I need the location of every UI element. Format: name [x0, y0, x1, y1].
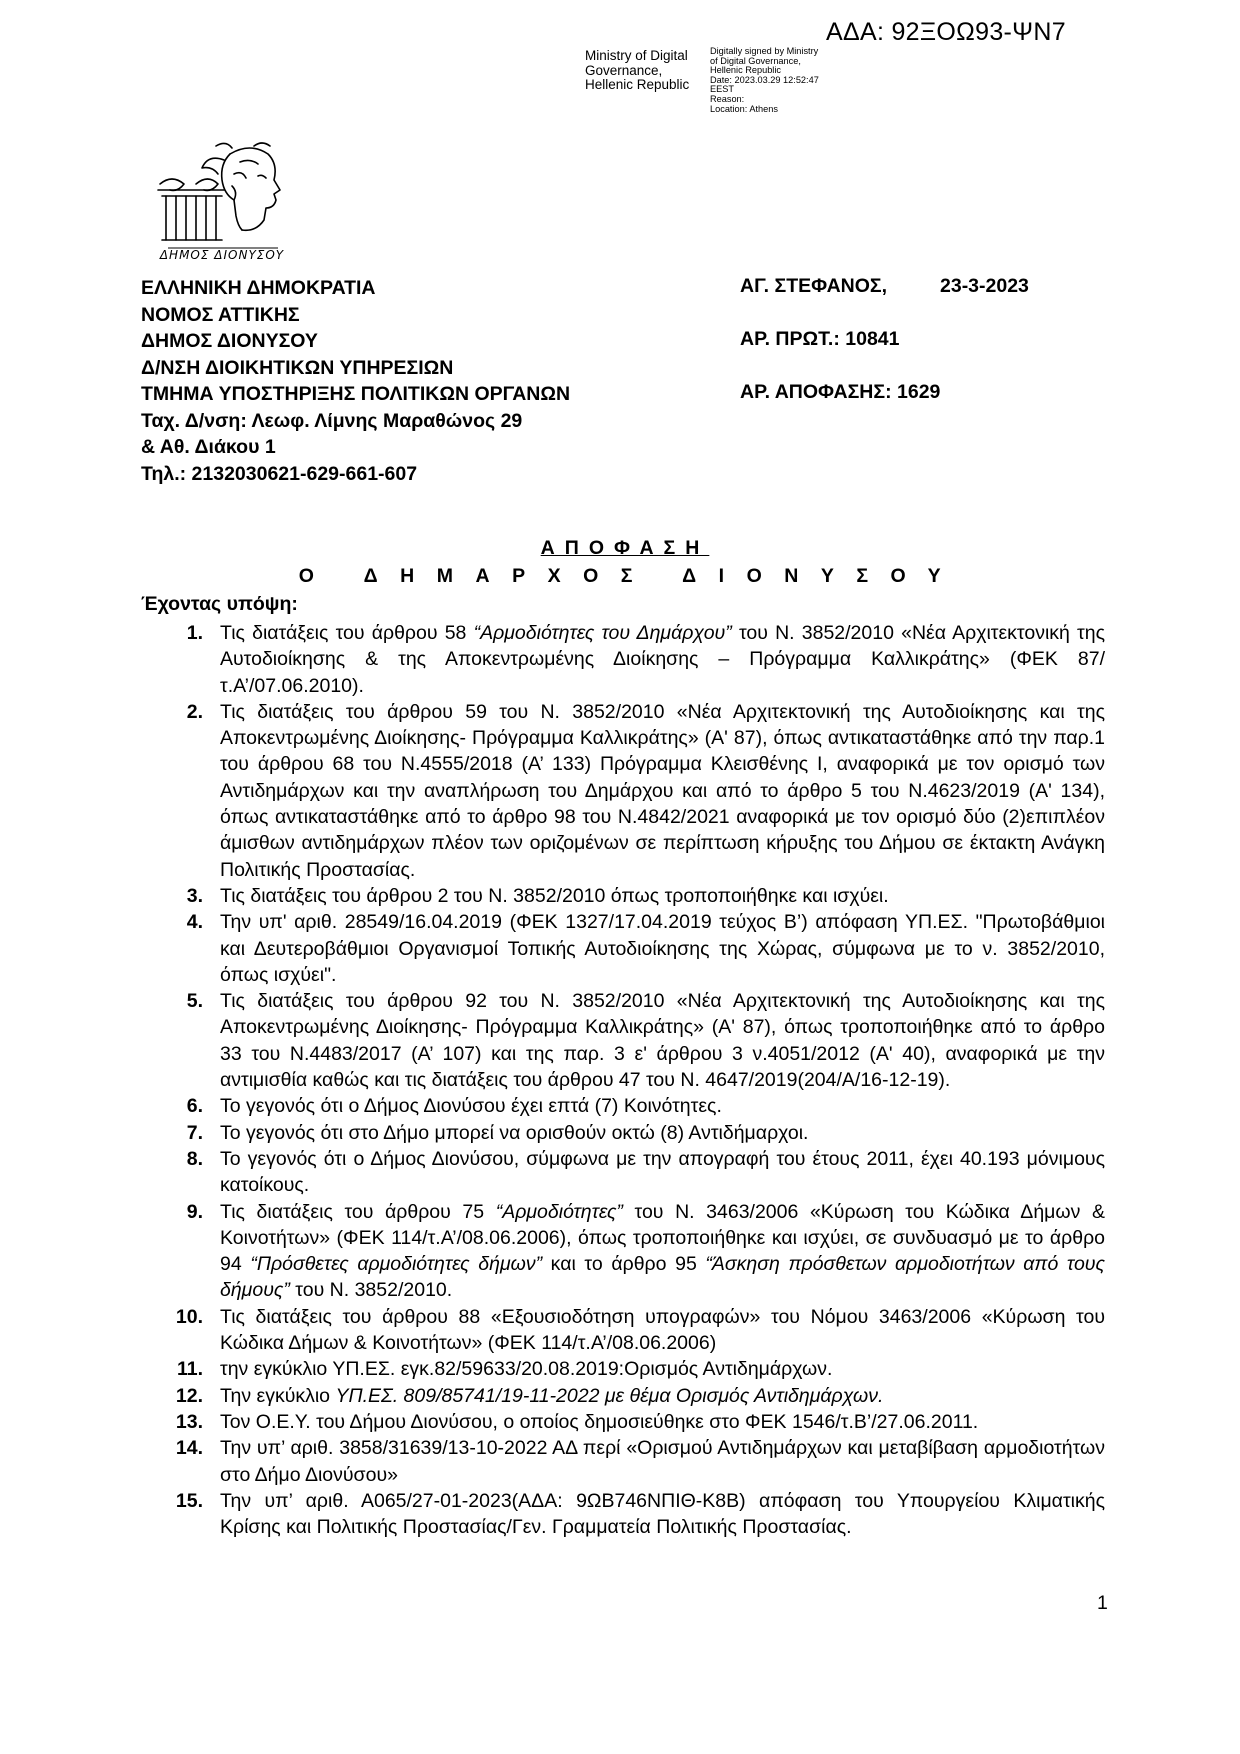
document-date: 23-3-2023	[940, 275, 1029, 297]
text-run: Την υπ' αριθ. 28549/16.04.2019 (ΦΕΚ 1327/17.04.2019 τεύχος Β’) απόφαση ΥΠ.ΕΣ. "Πρωτοβάθμιοι και Δευτεροβάθμιοι Οργανισμοί Τοπικής Αυτοδιοίκησης της Χώρας, σύμφωνα με το ν. 3852/2010, όπως ισχύει".	[220, 911, 1105, 986]
list-item-number: 2.	[186, 700, 203, 723]
list-item	[175, 1383, 1105, 1409]
list-item	[175, 1435, 1105, 1488]
text-run: Το γεγονός ότι στο Δήμο μπορεί να ορισθούν οκτώ (8) Αντιδήμαρχοι.	[220, 1121, 809, 1144]
list-item-number: 5.	[186, 990, 203, 1013]
text-run: Τις διατάξεις του άρθρου 58	[220, 622, 474, 644]
text-run: του Ν. 3463/2006 «Κύρωση του Κώδικα Δήμων & Κοινοτήτων» (ΦΕΚ 114/τ.Α’/08.06.2006), όπως τροποποιήθηκε και ισχύει, σε συνδυασμό με το άρθρο 94	[220, 1200, 1105, 1276]
issuer-line: ΤΜΗΜΑ ΥΠΟΣΤΗΡΙΞΗΣ ΠΟΛΙΤΙΚΩΝ ΟΡΓΑΝΩΝ	[141, 383, 571, 405]
ada-code: ΑΔΑ: 92ΞΟΩ93-ΨΝ7	[826, 18, 1066, 46]
issuer-line: Ταχ. Δ/νση: Λεωφ. Λίμνης Μαραθώνος 29	[141, 409, 523, 432]
document-subtitle	[0, 565, 1240, 588]
text-run: Την υπ’ αριθ. 3858/31639/13-10-2022 ΑΔ περί «Ορισμού Αντιδημάρχων και μεταβίβαση αρμοδιοτήτων στο Δήμο Διονύσου»	[220, 1437, 1105, 1486]
place-label: ΑΓ. ΣΤΕΦΑΝΟΣ,	[740, 275, 888, 297]
issuer-line: Τηλ.: 2132030621-629-661-607	[141, 462, 418, 485]
signature-detail-line: Digitally signed by Ministry	[710, 46, 819, 56]
list-item-text	[220, 883, 1105, 909]
list-item-number: 13.	[175, 1410, 203, 1433]
municipality-logo	[138, 140, 306, 265]
text-run: Το γεγονός ότι ο Δήμος Διονύσου, σύμφωνα με την απογραφή του έτους 2011, έχει 40.193 μόνιμους κατοίκους.	[220, 1147, 1105, 1197]
list-item-text	[220, 620, 1105, 699]
list-item	[175, 988, 1105, 1093]
text-run: την εγκύκλιο ΥΠ.ΕΣ. εγκ.82/59633/20.08.2019:Ορισμός Αντιδημάρχων.	[220, 1358, 833, 1381]
text-run: του Ν. 3852/2010 «Νέα Αρχιτεκτονική της Αυτοδιοίκησης & της Αποκεντρωμένης Διοίκησης – Πρόγραμμα Καλλικράτης» (ΦΕΚ 87/τ.Α’/07.06.2010).	[220, 622, 1105, 697]
list-item-number: 10.	[175, 1305, 203, 1328]
list-item-text	[220, 1093, 1105, 1119]
list-item-text	[220, 1356, 1105, 1382]
signature-detail-line: of Digital Governance,	[710, 55, 801, 66]
signature-detail-line: EEST	[710, 84, 734, 95]
list-item-text	[220, 1199, 1105, 1304]
list-item	[175, 1120, 1105, 1146]
text-run: Τις διατάξεις του άρθρου 2 του Ν. 3852/2010 όπως τροποποιήθηκε και ισχύει.	[220, 884, 889, 907]
list-item-text	[220, 1383, 1105, 1409]
list-item-number: 3.	[186, 884, 203, 907]
place-row	[740, 275, 1029, 298]
logo-caption: ΔΗΜΟΣ ΔΙΟΝΥΣΟΥ	[159, 248, 285, 262]
text-run: Τις διατάξεις του άρθρου 75	[220, 1200, 496, 1223]
list-item-number: 8.	[186, 1147, 203, 1170]
list-item-text	[220, 699, 1105, 883]
issuer-line: ΝΟΜΟΣ ΑΤΤΙΚΗΣ	[141, 303, 300, 326]
list-item-number: 14.	[175, 1437, 203, 1460]
document-subtitle-text: Ο ΔΗΜΑΡΧΟΣ ΔΙΟΝΥΣΟΥ	[298, 565, 964, 587]
list-item-number: 15.	[175, 1489, 203, 1512]
text-run: Την υπ’ αριθ. Α065/27-01-2023(ΑΔΑ: 9ΩΒ746ΝΠΙΘ-Κ8Β) απόφαση του Υπουργείου Κλιματικής Κρίσης και Πολιτικής Προστασίας/Γεν. Γραμματεία Πολιτικής Προστασίας.	[220, 1489, 1105, 1539]
text-run: Τις διατάξεις του άρθρου 88 «Εξουσιοδότηση υπογραφών» του Νόμου 3463/2006 «Κύρωση του Κώδικα Δήμων & Κοινοτήτων» (ΦΕΚ 114/τ.Α’/08.06.2006)	[220, 1305, 1105, 1355]
list-item	[175, 1199, 1105, 1304]
text-run: και το άρθρο 95	[542, 1253, 706, 1276]
italic-text: “Αρμοδιότητες του Δημάρχου”	[473, 622, 732, 644]
issuer-line: ΔΗΜΟΣ ΔΙΟΝΥΣΟΥ	[141, 330, 318, 352]
issuer-block	[141, 275, 570, 487]
list-item-number: 9.	[186, 1200, 203, 1223]
list-item-number: 6.	[186, 1095, 203, 1118]
text-run: Τις διατάξεις του άρθρου 59 του Ν. 3852/2010 «Νέα Αρχιτεκτονική της Αυτοδιοίκησης και της Αποκεντρωμένης Διοίκησης- Πρόγραμμα Καλλικράτης» (Α' 87), όπως αντικαταστάθηκε από την παρ.1 του άρθρου 68 του Ν.4555/2018 (Α’ 133) Πρόγραμμα Κλεισθένης Ι, αναφορικά με τον ορισμό των Αντιδημάρχων και την αναπλήρωση του Δημάρχου και από το άρθρο 5 του Ν.4623/2019 (Α' 134), όπως αντικαταστάθηκε από το άρθρο 98 του Ν.4842/2021 αναφορικά με τον ορισμό δύο (2)επιπλέον άμισθων αντιδημάρχων πλέον των οριζομένων σε περίπτωση κήρυξης του Δήμου σε έκτακτη Ανάγκη Πολιτικής Προστασίας.	[220, 700, 1105, 881]
text-run: Την εγκύκλιο	[220, 1384, 336, 1407]
list-item-number: 7.	[186, 1121, 203, 1144]
text-run: του Ν. 3852/2010.	[289, 1279, 453, 1302]
list-item	[175, 1488, 1105, 1541]
italic-text: “Αρμοδιότητες”	[495, 1200, 623, 1223]
issuer-line: & Αθ. Διάκου 1	[141, 436, 276, 458]
document-title-text: ΑΠΟΦΑΣΗ	[540, 537, 710, 559]
list-item	[175, 1304, 1105, 1357]
list-item-text	[220, 1304, 1105, 1357]
signature-organization	[585, 49, 715, 93]
issuer-line: ΕΛΛΗΝΙΚΗ ΔΗΜΟΚΡΑΤΙΑ	[141, 277, 376, 299]
text-run: Τις διατάξεις του άρθρου 92 του Ν. 3852/2010 «Νέα Αρχιτεκτονική της Αυτοδιοίκησης και της Αποκεντρωμένης Διοίκησης- Πρόγραμμα Καλλικράτης» (Α' 87), όπως τροποποιήθηκε από το άρθρο 33 του Ν.4483/2017 (Α’ 107) και της παρ. 3 ε' άρθρου 3 ν.4051/2012 (Α' 40), αναφορικά με την αντιμισθία καθώς και τις διατάξεις του άρθρου 47 του Ν. 4647/2019(204/Α/16-12-19).	[220, 990, 1105, 1092]
considerations-list	[175, 620, 1105, 1540]
list-item-number: 11.	[176, 1358, 203, 1381]
list-item-text	[220, 1409, 1105, 1435]
signature-detail-line: Date: 2023.03.29 12:52:47	[710, 74, 819, 85]
list-item	[175, 909, 1105, 988]
issuer-line: Δ/ΝΣΗ ΔΙΟΙΚΗΤΙΚΩΝ ΥΠΗΡΕΣΙΩΝ	[141, 356, 454, 379]
protocol-number: ΑΡ. ΠΡΩΤ.: 10841	[740, 328, 900, 350]
italic-text: “Πρόσθετες αρμοδιότητες δήμων”	[250, 1253, 543, 1276]
italic-text: “Άσκηση πρόσθετων αρμοδιοτήτων από τους δήμους”	[220, 1253, 1105, 1302]
list-item	[175, 1409, 1105, 1435]
text-run: Το γεγονός ότι ο Δήμος Διονύσου έχει επτά (7) Κοινότητες.	[220, 1095, 722, 1118]
decision-number: ΑΡ. ΑΠΟΦΑΣΗΣ: 1629	[740, 381, 941, 403]
signature-detail-line: Location: Athens	[710, 103, 778, 114]
signature-detail-line: Reason:	[710, 93, 745, 104]
list-item-text	[220, 1435, 1105, 1488]
list-item-number: 4.	[186, 911, 203, 934]
list-item-text	[220, 1488, 1105, 1541]
list-item	[175, 620, 1105, 699]
list-item-text	[220, 1146, 1105, 1199]
list-item	[175, 1093, 1105, 1119]
list-item-number: 1.	[186, 622, 203, 644]
list-item-number: 12.	[175, 1384, 203, 1407]
italic-text: ΥΠ.ΕΣ. 809/85741/19-11-2022 με θέμα Ορισμός Αντιδημάρχων.	[335, 1384, 884, 1407]
list-item	[175, 883, 1105, 909]
signature-org-line: Ministry of Digital	[585, 48, 688, 63]
signature-org-line: Governance,	[585, 62, 663, 78]
considerations-heading: Έχοντας υπόψη:	[141, 593, 298, 615]
list-item-text	[220, 988, 1105, 1093]
signature-org-line: Hellenic Republic	[585, 77, 690, 92]
document-title	[0, 537, 1240, 560]
list-item	[175, 1356, 1105, 1382]
signature-details	[710, 47, 830, 114]
signature-detail-line: Hellenic Republic	[710, 65, 781, 76]
list-item-text	[220, 1120, 1105, 1146]
list-item	[175, 1146, 1105, 1199]
list-item-text	[220, 909, 1105, 988]
page-number: 1	[1097, 1592, 1108, 1614]
list-item	[175, 699, 1105, 883]
text-run: Τον Ο.Ε.Υ. του Δήμου Διονύσου, ο οποίος δημοσιεύθηκε στο ΦΕΚ 1546/τ.Β’/27.06.2011.	[220, 1410, 979, 1433]
